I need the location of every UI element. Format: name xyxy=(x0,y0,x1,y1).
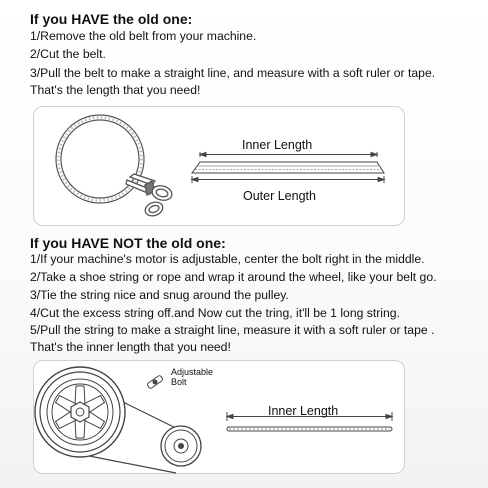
heading-have-not-old-belt: If you HAVE NOT the old one: xyxy=(30,235,226,251)
step-measure-string: 5/Pull the string to make a straight line, measure it with a soft ruler or tape . xyxy=(30,323,435,337)
step-cut-string: 4/Cut the excess string off.and Now cut the tring, it'll be 1 long string. xyxy=(30,306,400,320)
figure-cut-belt-panel xyxy=(33,106,405,226)
inner-length-label: Inner Length xyxy=(242,138,313,152)
large-wheel-icon xyxy=(35,367,125,457)
cut-belt-illustration xyxy=(34,107,406,227)
step-measure-belt: 3/Pull the belt to make a straight line, and measure with a soft ruler or tape. xyxy=(30,66,436,80)
step-inner-length-conclusion: That's the inner length that you need! xyxy=(30,340,231,354)
heading-have-old-belt: If you HAVE the old one: xyxy=(30,11,193,27)
straight-string xyxy=(227,427,392,431)
inner-length-label-2: Inner Length xyxy=(268,404,339,418)
bolt-icon xyxy=(147,375,164,389)
outer-length-label: Outer Length xyxy=(243,189,316,203)
step-center-bolt: 1/If your machine's motor is adjustable, center the bolt right in the middle. xyxy=(30,252,425,266)
pulley-illustration xyxy=(34,361,406,475)
belt-ring-outer xyxy=(56,115,144,203)
step-wrap-string: 2/Take a shoe string or rope and wrap it around the wheel, like your belt go. xyxy=(30,270,437,284)
bolt-label-line1: Adjustable xyxy=(171,367,214,377)
small-pulley-icon xyxy=(161,426,201,466)
belt-ring-texture xyxy=(59,118,142,201)
figure-pulley-panel xyxy=(33,360,405,474)
step-cut-belt: 2/Cut the belt. xyxy=(30,47,106,61)
inner-length-arrow xyxy=(200,152,377,157)
belt-ring-inner xyxy=(61,120,139,198)
step-conclusion: That's the length that you need! xyxy=(30,83,201,97)
outer-length-arrow xyxy=(192,176,384,183)
step-remove-belt: 1/Remove the old belt from your machine. xyxy=(30,29,257,43)
step-tie-string: 3/Tie the string nice and snug around the pulley. xyxy=(30,288,289,302)
cut-belt-strip xyxy=(192,162,384,173)
bolt-label-line2: Bolt xyxy=(171,377,187,387)
